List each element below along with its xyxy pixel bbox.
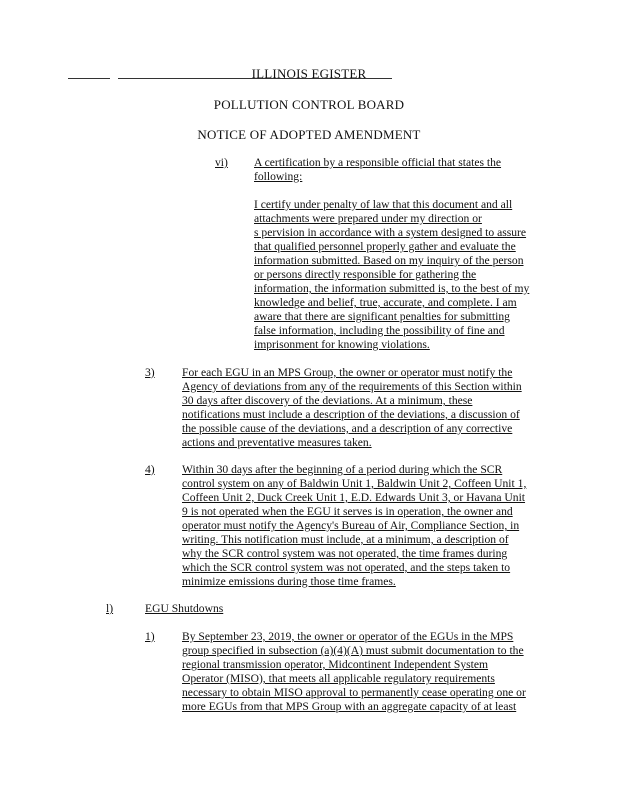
board-title: POLLUTION CONTROL BOARD bbox=[213, 97, 405, 112]
item-4-text: Within 30 days after the beginning of a period during which the SCR control system on any of Baldwin Unit 1, Baldwin Unit 2, Coffeen Unit 1, Coffeen Unit 2, Duck Creek Unit 1, E.D. Edwards Unit 3, or Havana Unit 9 is not operated when the EGU it serves is in operation, the owner and operator must notify the Agency's Bureau of Air, Compliance Section, in writing. This notification must include, at a minimum, a description of why the SCR control system was not operated, the time frames during which the SCR control system was not operated, and the steps taken to minimize emissions during those time frames. bbox=[182, 463, 527, 588]
item-l1-text: By September 23, 2019, the owner or operator of the EGUs in the MPS group specified in subsection (a)(4)(A) must submit documentation to the regional transmission operator, Midcontinent Independent System Operator (MISO), that meets all applicable regulatory requirements necessary to obtain MISO approval to permanently cease operating one or more EGUs from that MPS Group with an aggregate capacity of at least bbox=[182, 630, 526, 713]
item-3-label: 3) bbox=[145, 366, 155, 379]
section-l-heading: EGU Shutdowns bbox=[145, 602, 224, 615]
item-vi-label: vi) bbox=[215, 156, 228, 169]
notice-title: NOTICE OF ADOPTED AMENDMENT bbox=[197, 127, 421, 142]
item-vi-intro: A certification by a responsible official that states the following: bbox=[254, 156, 502, 183]
item-4-label: 4) bbox=[145, 463, 155, 476]
certification-statement: I certify under penalty of law that this document and all attachments were prepared under my direction or s pervision in accordance with a system designed to assure that qualified personnel properly gather and evaluate the information submitted. Based on my inquiry of the person or persons directly responsible for gathering the information, the information submitted is, to the best of my knowledge and belief, true, accurate, and complete. I am aware that there are significant penalties for submitting false information, including the possibility of fine and imprisonment for knowing violations. bbox=[254, 198, 530, 351]
item-3-text: For each EGU in an MPS Group, the owner or operator must notify the Agency of deviations from any of the requirements of this Section within 30 days after discovery of the deviations. At a minimum, these notifications must include a description of the deviations, a discussion of the possible cause of the deviations, and a description of any corrective actions and preventative measures taken. bbox=[182, 366, 522, 449]
register-title: ILLINOIS EGISTER bbox=[251, 66, 367, 81]
section-l-label: l) bbox=[106, 602, 114, 615]
item-l1-label: 1) bbox=[145, 630, 155, 643]
